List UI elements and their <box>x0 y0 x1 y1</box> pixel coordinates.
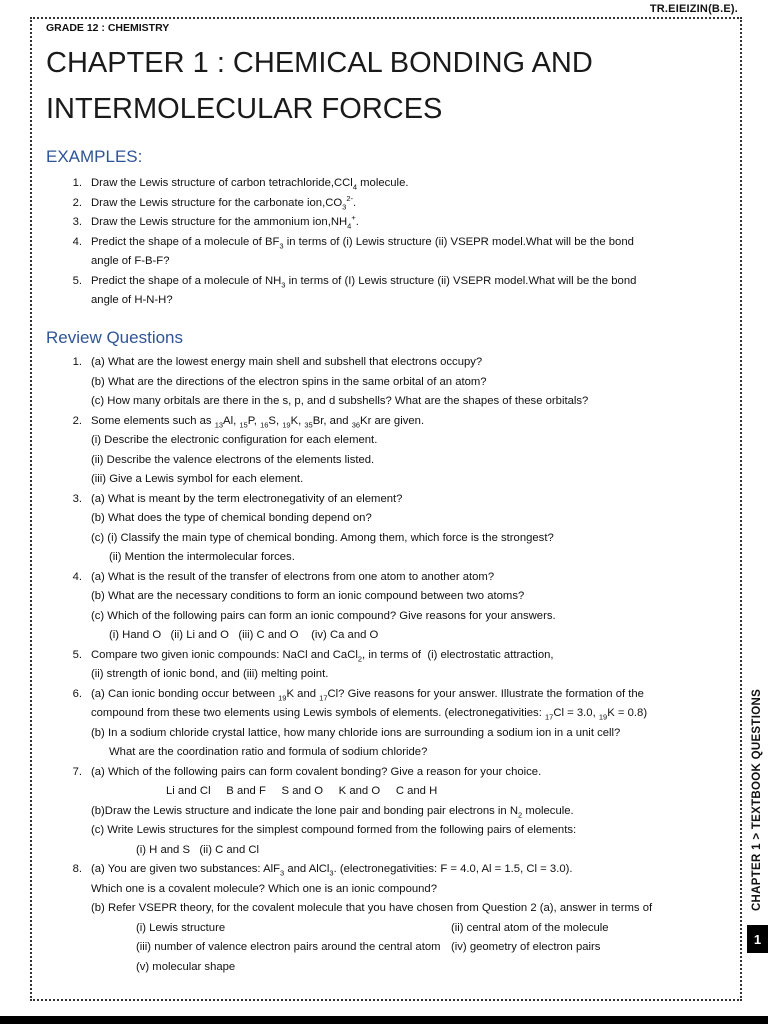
question-text: (b) Refer VSEPR theory, for the covalent molecule that you have chosen from Question 2 (a), answer in terms of <box>91 902 653 914</box>
item-number: 4. <box>72 235 82 248</box>
answer-option: (i) Lewis structure <box>136 921 226 934</box>
question-text: (i) Describe the electronic configuration for each element. <box>91 434 378 446</box>
question-text: (ii) Describe the valence electrons of the elements listed. <box>91 453 375 466</box>
review-heading: Review Questions <box>46 328 184 347</box>
item-number: 5. <box>72 274 82 287</box>
question-text: (c) Write Lewis structures for the simplest compound formed from the following pairs of elements: <box>91 824 577 836</box>
example-text: Predict the shape of a molecule of $BF_3$ in terms of (i) Lewis structure (ii) VSEPR model.What will be the bond <box>91 235 634 250</box>
example-item <box>66 272 726 311</box>
item-number: 1. <box>72 177 82 189</box>
answer-options-row <box>91 919 726 939</box>
question-text: What are the coordination ratio and formula of sodium chloride? <box>109 746 428 758</box>
examples-list <box>66 174 726 311</box>
question-text: (b) What are the directions of the electron spins in the same orbital of an atom? <box>91 375 487 388</box>
review-item <box>66 685 726 763</box>
example-item <box>66 174 726 194</box>
examples-heading: EXAMPLES: <box>46 147 143 166</box>
review-item <box>66 646 726 685</box>
question-text: (c) How many orbitals are there in the s, p, and d subshells? What are the shapes of these orbitals? <box>91 395 589 407</box>
grade-label: GRADE 12 : CHEMISTRY <box>46 22 170 34</box>
example-item <box>66 213 726 233</box>
question-text: (a) Which of the following pairs can form covalent bonding? Give a reason for your choice. <box>91 765 542 778</box>
question-text: (a) Can ionic bonding occur between $_{19}$K and $_{17}$Cl? Give reasons for your answer. Illustrate the formation of the <box>91 687 644 702</box>
question-text: (i) H and S (ii) C and Cl <box>136 843 260 856</box>
answer-options-row <box>91 938 726 958</box>
question-text: (c) (i) Classify the main type of chemical bonding. Among them, which force is the strongest? <box>91 531 554 544</box>
item-number: 1. <box>72 356 82 368</box>
review-questions-list <box>66 353 726 977</box>
question-text: Li and Cl B and F S and O K and O C and H <box>166 785 438 797</box>
example-text: angle of H-N-H? <box>91 294 173 306</box>
item-number: 8. <box>72 863 82 875</box>
review-item <box>66 353 726 412</box>
question-text: (a) What is meant by the term electronegativity of an element? <box>91 492 403 505</box>
example-text: Predict the shape of a molecule of $NH_3$ in terms of (I) Lewis structure (ii) VSEPR model.What will be the bond <box>91 274 637 289</box>
item-number: 7. <box>72 765 82 778</box>
example-text: Draw the Lewis structure of carbon tetrachloride,CCl$_4$ molecule. <box>91 177 409 192</box>
page-number: 1 <box>747 925 768 953</box>
answer-option: (ii) central atom of the molecule <box>451 921 609 934</box>
chapter-title: CHAPTER 1 : CHEMICAL BONDING AND INTERMOLECULAR FORCES <box>46 47 593 125</box>
question-text: (iii) Give a Lewis symbol for each element. <box>91 473 304 485</box>
item-number: 2. <box>72 196 82 209</box>
item-number: 4. <box>72 570 82 583</box>
item-number: 3. <box>72 216 82 228</box>
question-text: Which one is a covalent molecule? Which one is an ionic compound? <box>91 882 438 895</box>
review-item <box>66 763 726 861</box>
answer-option: (iii) number of valence electron pairs around the central atom <box>136 941 441 953</box>
review-item <box>66 412 726 490</box>
author-tag: TR.EIEIZIN(B.E). <box>649 3 738 15</box>
item-number: 6. <box>72 687 82 700</box>
question-text: Compare two given ionic compounds: NaCl and CaCl$_2$, in terms of (i) electrostatic attraction, <box>91 648 554 663</box>
example-text: Draw the Lewis structure for the ammonium $ion,NH_4^+$. <box>91 213 359 231</box>
example-text: angle of F-B-F? <box>91 255 170 267</box>
question-text: (a) What are the lowest energy main shell and subshell that electrons occupy? <box>91 356 483 368</box>
example-item <box>66 233 726 272</box>
question-text: compound from these two elements using Lewis symbols of elements. (electronegativities: $_{17}$Cl = 3.0, $_{19}$K = 0.8) <box>91 707 648 722</box>
question-text: (a) You are given two substances: AlF$_3$ and AlCl$_3$. (electronegativities: F = 4.0, Al = 1.5, Cl = 3.0). <box>91 863 573 878</box>
example-text: Draw the Lewis structure for the carbonate $ion,CO_3^{2-}$. <box>91 193 357 211</box>
review-item <box>66 860 726 977</box>
sidebar-chapter-label: CHAPTER 1 > TEXTBOOK QUESTIONS <box>751 688 763 912</box>
answer-option: (iv) geometry of electron pairs <box>451 941 601 953</box>
example-item <box>66 194 726 214</box>
review-item <box>66 490 726 568</box>
bottom-bar <box>0 1016 768 1024</box>
question-text: (i) Hand O (ii) Li and O (iii) C and O (iv) Ca and O <box>109 629 379 641</box>
review-item <box>66 568 726 646</box>
question-text: (c) Which of the following pairs can form an ionic compound? Give reasons for your answers. <box>91 609 556 622</box>
item-number: 3. <box>72 492 82 505</box>
question-text: (b)Draw the Lewis structure and indicate the lone pair and bonding pair electrons in $N_2$ molecule. <box>91 804 574 819</box>
question-text: (b) What does the type of chemical bonding depend on? <box>91 512 372 524</box>
question-text: (ii) Mention the intermolecular forces. <box>109 551 295 563</box>
question-text: (a) What is the result of the transfer of electrons from one atom to another atom? <box>91 570 495 583</box>
item-number: 2. <box>72 414 82 427</box>
question-text: (v) molecular shape <box>136 960 236 973</box>
question-text: (b) What are the necessary conditions to form an ionic compound between two atoms? <box>91 590 525 602</box>
item-number: 5. <box>72 648 82 661</box>
question-text: Some elements such as $_{13}$Al, $_{15}$P, $_{16}$S, $_{19}$K, $_{35}$Br, and $_{36}$Kr are given. <box>91 414 425 429</box>
question-text: (ii) strength of ionic bond, and (iii) melting point. <box>91 668 329 680</box>
question-text: (b) In a sodium chloride crystal lattice, how many chloride ions are surrounding a sodium ion in a unit cell? <box>91 726 621 739</box>
